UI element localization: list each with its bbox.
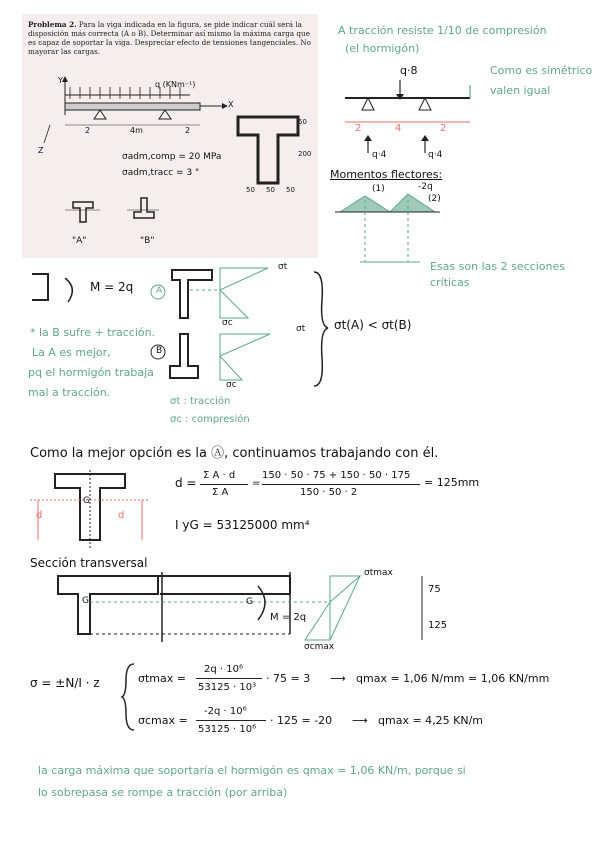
cmax-fraction-bar: [196, 720, 266, 721]
dim-bottom-left: 50: [246, 186, 255, 194]
tmax-den: 53125 · 10³: [198, 682, 257, 693]
critical-sections-note: Esas son las 2 secciones: [430, 260, 565, 273]
moment-1-label: (1): [372, 184, 385, 194]
note-b-traction: * la B sufre + tracción.: [30, 326, 156, 339]
dim-left: 2: [355, 123, 362, 134]
centroid-section: [30, 470, 150, 550]
moment-diagram: [335, 190, 445, 270]
cmax-result: qmax = 4,25 KN/m: [378, 714, 484, 727]
fraction-bar-1: [200, 484, 248, 485]
cross-section-title: Sección transversal: [30, 556, 148, 570]
problem-title: Problema 2.: [28, 20, 77, 29]
cross-section-g: G: [82, 596, 89, 606]
label-section-b: "B": [140, 236, 155, 246]
span-mid: 4m: [130, 126, 143, 135]
stress-comparison: σt(A) < σt(B): [334, 318, 412, 332]
dim-right: 2: [440, 123, 447, 134]
note-bad-traction: mal a tracción.: [28, 386, 111, 399]
moment-2-value: -2q: [418, 182, 433, 192]
d-formula-lhs: d =: [175, 476, 197, 490]
axis-z-label: Z: [38, 146, 44, 155]
sigma-tmax-label: σtmax: [364, 568, 393, 578]
load-label: q (KNm⁻¹): [155, 80, 196, 89]
best-option-statement: Como la mejor opción es la Ⓐ, continuamos trabajando con él.: [30, 446, 439, 461]
tmax-rest: · 75 = 3: [266, 672, 311, 685]
label-b-circle: B: [156, 346, 163, 356]
note-a-better: La A es mejor,: [32, 346, 111, 359]
tmax-fraction-bar: [196, 678, 262, 679]
beam-figure: [30, 75, 230, 155]
centroid-g: G: [83, 496, 90, 506]
cross-section-diagram: [50, 572, 450, 652]
cmax-den: 53125 · 10⁶: [198, 724, 257, 735]
allowable-compression: σadm,comp = 20 MPa: [122, 152, 222, 162]
equation-brace: [122, 662, 136, 732]
d-formula-den-sym: Σ A: [212, 487, 229, 498]
equals-1: =: [252, 478, 261, 489]
dim-mid: 4: [395, 123, 402, 134]
dim-125: 125: [428, 620, 448, 631]
cross-section-g-right: G: [246, 597, 253, 607]
total-load-label: q·8: [400, 64, 418, 77]
cross-section-moment: M = 2q: [270, 612, 307, 623]
d-label-left: d: [36, 510, 43, 521]
conclusion-line-2: lo sobrepasa se rompe a tracción (por arriba): [38, 786, 288, 799]
tmax-lhs: σtmax =: [138, 672, 186, 685]
axis-y-label: Y: [58, 76, 63, 85]
label-a-circle: A: [156, 286, 163, 296]
section-a-b-figures: [55, 190, 175, 240]
span-left: 2: [85, 126, 91, 135]
label-section-a: "A": [72, 236, 87, 246]
allowable-tension: σadm,tracc = 3 ": [122, 168, 200, 178]
span-right: 2: [185, 126, 191, 135]
brace: [312, 270, 332, 390]
fraction-bar-2: [262, 484, 420, 485]
dim-web: 200: [298, 150, 312, 158]
sigma-t-b: σt: [296, 324, 306, 334]
d-formula-num-sym: Σ A · d: [203, 470, 236, 481]
moment-2-label: (2): [428, 194, 441, 204]
problem-text: Para la viga indicada en la figura, se pide indicar cuál será la disposición más correcta (A o B). Determinar así mismo la máxima carga que es capaz de soportar la viga. Despreciar efecto de tensiones tangenciales. No mayorar las cargas.: [28, 20, 312, 56]
legend-compression: σc : compresión: [170, 414, 250, 425]
d-label-right: d: [118, 510, 125, 521]
cmax-lhs: σcmax =: [138, 714, 188, 727]
cmax-arrow: ⟶: [352, 714, 368, 727]
legend-traction: σt : tracción: [170, 396, 231, 407]
cmax-num: -2q · 10⁶: [204, 706, 247, 717]
moment-of-inertia: I yG = 53125000 mm⁴: [175, 518, 310, 532]
reaction-right: q·4: [428, 150, 443, 160]
reaction-left: q·4: [372, 150, 387, 160]
sigma-general: σ = ±N/I · z: [30, 676, 100, 690]
moment-value: M = 2q: [90, 280, 134, 294]
d-formula-den: 150 · 50 · 2: [300, 487, 358, 498]
note-concrete: (el hormigón): [345, 42, 420, 55]
conclusion-line-1: la carga máxima que soportaría el hormigón es qmax = 1,06 KN/m, porque si: [38, 764, 466, 777]
sigma-c-b: σc: [226, 380, 237, 390]
tmax-num: 2q · 10⁶: [204, 664, 243, 675]
sigma-c-a: σc: [222, 318, 233, 328]
axis-x-label: X: [228, 100, 234, 109]
d-formula-num: 150 · 50 · 75 + 150 · 50 · 175: [262, 470, 411, 481]
sigma-t-a: σt: [278, 262, 288, 272]
dim-flange: 50: [298, 118, 307, 126]
note-equal: valen igual: [490, 84, 551, 97]
moment-sketch: [30, 270, 90, 310]
note-symmetric: Como es simétrico: [490, 64, 593, 77]
tmax-result: qmax = 1,06 N/mm = 1,06 KN/mm: [356, 672, 550, 685]
dim-75: 75: [428, 584, 441, 595]
d-result: = 125mm: [424, 476, 480, 489]
sigma-cmax-label: σcmax: [304, 642, 335, 652]
note-traction-ratio: A tracción resiste 1/10 de compresión: [338, 24, 547, 37]
moments-title: Momentos flectores:: [330, 168, 443, 181]
problem-statement: [28, 20, 313, 56]
cmax-rest: · 125 = -20: [270, 714, 333, 727]
dim-bottom-right: 50: [286, 186, 295, 194]
tmax-arrow: ⟶: [330, 672, 346, 685]
note-concrete-works: pq el hormigón trabaja: [28, 366, 154, 379]
critical-sections-note-2: críticas: [430, 276, 470, 289]
dim-bottom-mid: 50: [266, 186, 275, 194]
